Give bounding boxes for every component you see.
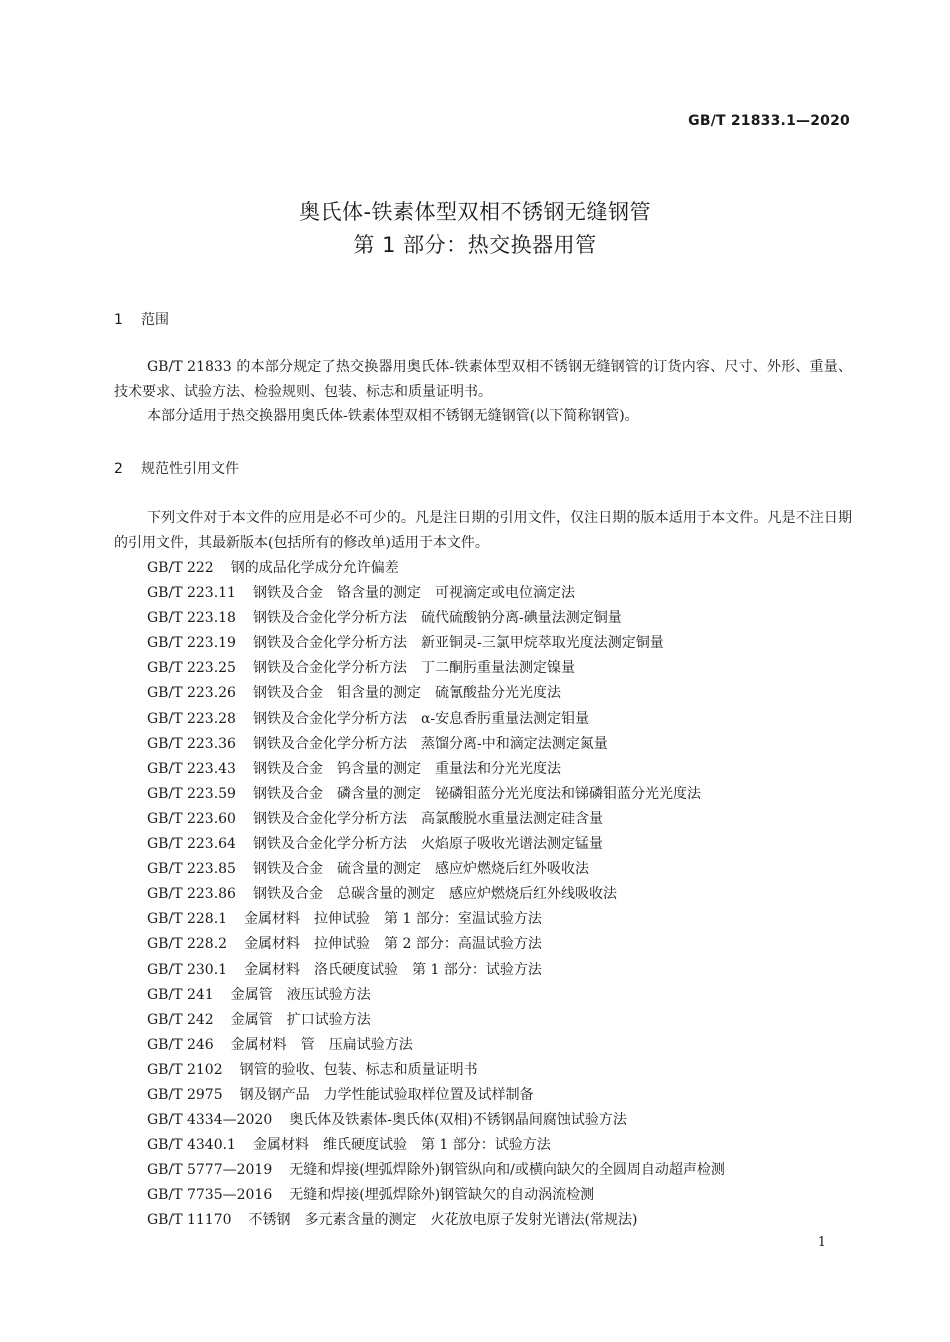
section-title: 规范性引用文件: [141, 461, 239, 477]
reference-title: 金属材料 洛氏硬度试验 第 1 部分：试验方法: [244, 961, 542, 978]
reference-code: GB/T 223.19: [147, 635, 236, 652]
paragraph: 本部分适用于热交换器用奥氏体-铁素体型双相不锈钢无缝钢管(以下简称钢管)。: [147, 408, 639, 424]
reference-item: [147, 857, 725, 882]
reference-item: [147, 1158, 725, 1183]
reference-title: 钢及钢产品 力学性能试验取样位置及试样制备: [239, 1086, 534, 1103]
reference-item: [147, 1208, 725, 1233]
reference-item: [147, 1133, 725, 1158]
reference-code: GB/T 241: [147, 986, 214, 1003]
reference-item: [147, 958, 725, 983]
reference-title: 金属材料 拉伸试验 第 2 部分：高温试验方法: [244, 936, 542, 953]
reference-item: [147, 1083, 725, 1108]
reference-title: 钢铁及合金化学分析方法 新亚铜灵-三氯甲烷萃取光度法测定铜量: [252, 635, 664, 652]
reference-code: GB/T 223.43: [147, 760, 236, 777]
reference-item: [147, 556, 725, 581]
reference-code: GB/T 7735—2016: [147, 1187, 273, 1204]
document-title: 奥氏体-铁素体型双相不锈钢无缝钢管: [298, 200, 652, 224]
section-heading-scope: [114, 309, 169, 329]
reference-title: 无缝和焊接(埋弧焊除外)钢管纵向和/或横向缺欠的全圆周自动超声检测: [289, 1162, 725, 1179]
reference-item: [147, 907, 725, 932]
reference-item: [147, 882, 725, 907]
section-heading-normative-references: [114, 458, 239, 478]
reference-item: [147, 757, 725, 782]
section-number: 2: [114, 461, 123, 477]
reference-title: 钢铁及合金 硫含量的测定 感应炉燃烧后红外吸收法: [252, 861, 589, 878]
reference-code: GB/T 5777—2019: [147, 1162, 273, 1179]
reference-title: 钢的成品化学成分允许偏差: [230, 560, 399, 576]
reference-code: GB/T 242: [147, 1011, 214, 1028]
page-number: 1: [817, 1235, 826, 1250]
reference-title: 钢铁及合金 铬含量的测定 可视滴定或电位滴定法: [252, 585, 575, 602]
reference-code: GB/T 223.86: [147, 886, 236, 903]
reference-item: [147, 707, 725, 732]
reference-code: GB/T 223.60: [147, 810, 236, 827]
reference-title: 钢管的验收、包装、标志和质量证明书: [239, 1061, 478, 1078]
document-subtitle: 第 1 部分：热交换器用管: [353, 233, 597, 257]
reference-code: GB/T 222: [147, 560, 214, 576]
reference-item: [147, 1008, 725, 1033]
reference-code: GB/T 4334—2020: [147, 1112, 273, 1129]
reference-code: GB/T 228.2: [147, 936, 228, 953]
reference-title: 金属材料 维氏硬度试验 第 1 部分：试验方法: [252, 1137, 551, 1154]
reference-title: 金属材料 管 压扁试验方法: [230, 1036, 413, 1053]
reference-title: 钢铁及合金化学分析方法 蒸馏分离-中和滴定法测定氮量: [252, 735, 608, 752]
paragraph: 下列文件对于本文件的应用是必不可少的。凡是注日期的引用文件，仅注日期的版本适用于本文件。凡是不注日期的引用文件，其最新版本(包括所有的修改单)适用于本文件。: [114, 510, 852, 551]
standard-code: GB/T 21833.1—2020: [688, 113, 850, 129]
reference-title: 钢铁及合金 磷含量的测定 铋磷钼蓝分光光度法和锑磷钼蓝分光光度法: [252, 785, 701, 802]
reference-item: [147, 1108, 725, 1133]
reference-code: GB/T 223.18: [147, 610, 236, 627]
reference-code: GB/T 223.59: [147, 785, 236, 802]
reference-code: GB/T 246: [147, 1036, 214, 1053]
reference-item: [147, 606, 725, 631]
reference-item: [147, 631, 725, 656]
reference-code: GB/T 11170: [147, 1212, 232, 1229]
reference-title: 钢铁及合金化学分析方法 高氯酸脱水重量法测定硅含量: [252, 810, 603, 827]
reference-item: [147, 732, 725, 757]
reference-code: GB/T 230.1: [147, 961, 228, 978]
section-title: 范围: [141, 312, 169, 328]
reference-item: [147, 1183, 725, 1208]
reference-code: GB/T 2975: [147, 1086, 223, 1103]
reference-title: 钢铁及合金 钼含量的测定 硫氰酸盐分光光度法: [252, 685, 561, 702]
reference-title: 钢铁及合金化学分析方法 α-安息香肟重量法测定钼量: [252, 710, 590, 727]
reference-title: 奥氏体及铁素体-奥氏体(双相)不锈钢晶间腐蚀试验方法: [289, 1112, 627, 1129]
reference-code: GB/T 223.28: [147, 710, 236, 727]
reference-item: [147, 932, 725, 957]
reference-item: [147, 832, 725, 857]
reference-item: [147, 1058, 725, 1083]
reference-item: [147, 681, 725, 706]
reference-title: 无缝和焊接(埋弧焊除外)钢管缺欠的自动涡流检测: [289, 1187, 595, 1204]
reference-title: 钢铁及合金 总碳含量的测定 感应炉燃烧后红外线吸收法: [252, 886, 617, 903]
reference-code: GB/T 228.1: [147, 911, 228, 928]
reference-item: [147, 581, 725, 606]
reference-code: GB/T 223.11: [147, 585, 236, 602]
reference-title: 钢铁及合金化学分析方法 火焰原子吸收光谱法测定锰量: [252, 836, 603, 853]
reference-code: GB/T 223.25: [147, 660, 236, 677]
reference-title: 金属管 扩口试验方法: [230, 1011, 371, 1028]
reference-title: 钢铁及合金化学分析方法 硫代硫酸钠分离-碘量法测定铜量: [252, 610, 622, 627]
reference-code: GB/T 223.85: [147, 861, 236, 878]
paragraph: GB/T 21833 的本部分规定了热交换器用奥氏体-铁素体型双相不锈钢无缝钢管的订货内容、尺寸、外形、重量、技术要求、试验方法、检验规则、包装、标志和质量证明书。: [114, 359, 852, 400]
reference-item: [147, 1033, 725, 1058]
reference-code: GB/T 4340.1: [147, 1137, 236, 1154]
reference-item: [147, 983, 725, 1008]
reference-title: 金属管 液压试验方法: [230, 986, 371, 1003]
reference-title: 金属材料 拉伸试验 第 1 部分：室温试验方法: [244, 911, 542, 928]
reference-title: 不锈钢 多元素含量的测定 火花放电原子发射光谱法(常规法): [248, 1212, 638, 1229]
reference-code: GB/T 223.36: [147, 735, 236, 752]
reference-list: [147, 556, 725, 1234]
reference-code: GB/T 2102: [147, 1061, 223, 1078]
reference-title: 钢铁及合金 钨含量的测定 重量法和分光光度法: [252, 760, 561, 777]
reference-item: [147, 807, 725, 832]
reference-title: 钢铁及合金化学分析方法 丁二酮肟重量法测定镍量: [252, 660, 575, 677]
reference-code: GB/T 223.26: [147, 685, 236, 702]
reference-item: [147, 656, 725, 681]
section-number: 1: [114, 312, 123, 328]
reference-item: [147, 782, 725, 807]
reference-code: GB/T 223.64: [147, 836, 236, 853]
